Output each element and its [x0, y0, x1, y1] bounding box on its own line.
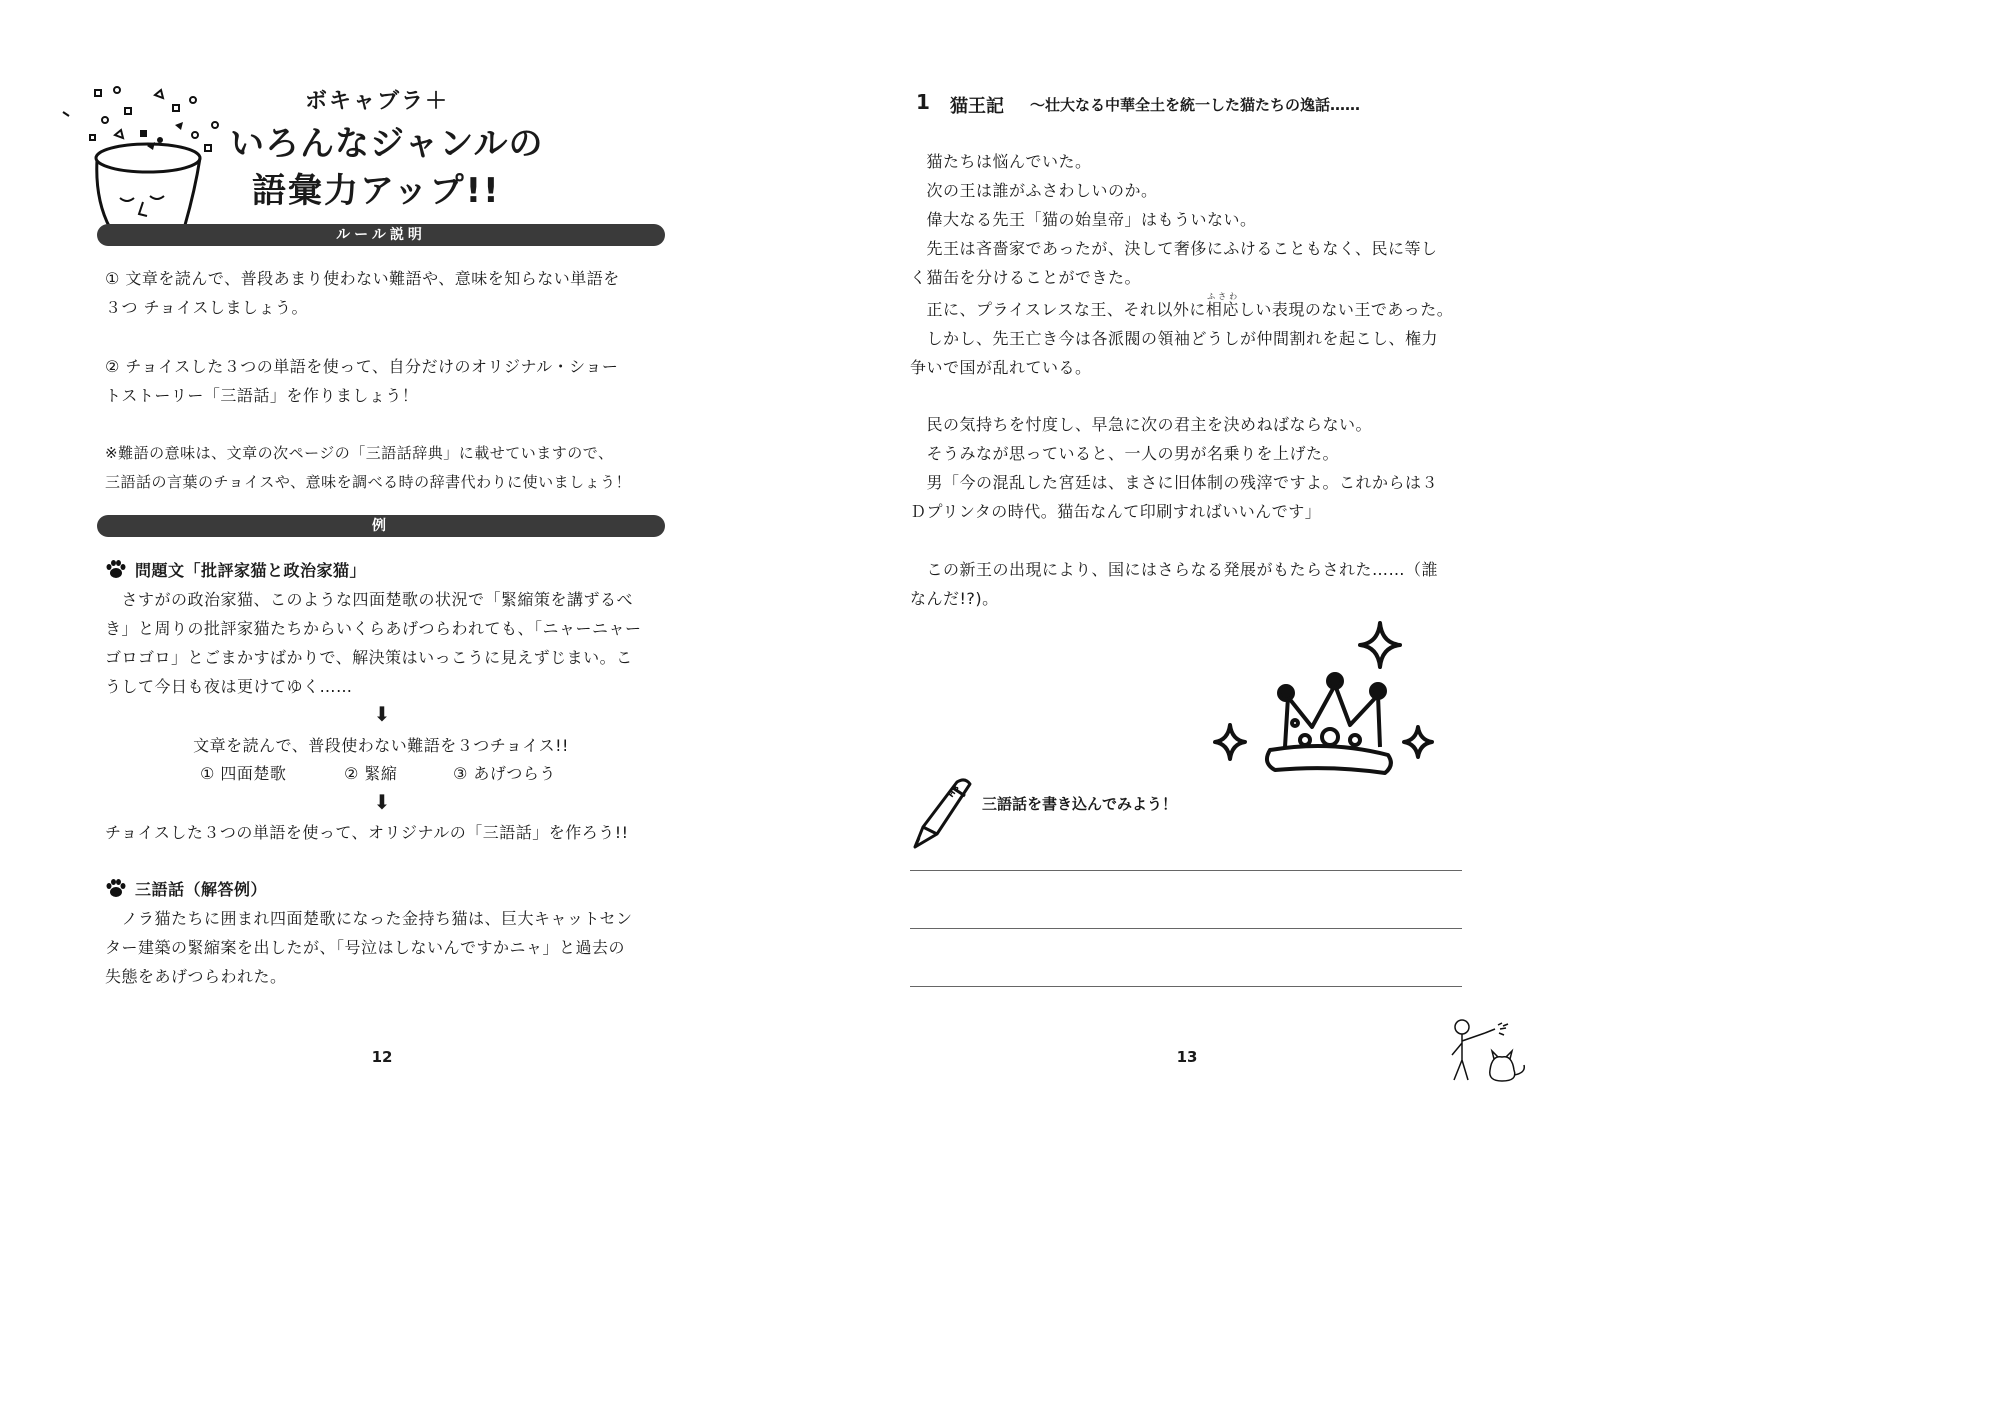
- answer-heading: 三語話（解答例）: [135, 880, 268, 899]
- header-subtitle: ボキャブラ＋: [305, 89, 450, 114]
- rule1: [105, 264, 675, 322]
- story-line: そうみなが思っていると、一人の男が名乗りを上げた。: [910, 444, 1340, 463]
- choice-1: ① 四面楚歌: [200, 764, 287, 783]
- problem-heading: 問題文「批評家猫と政治家猫」: [135, 561, 367, 580]
- note: [105, 439, 675, 497]
- story-line: 猫たちは悩んでいた。: [910, 152, 1092, 171]
- ruby-word: [1205, 292, 1239, 319]
- rule1-line1: ① 文章を読んで、普段あまり使わない難語や、意味を知らない単語を: [105, 269, 620, 288]
- ruby-base: 相応: [1205, 300, 1239, 319]
- story-line: Ｄプリンタの時代。猫缶なんて印刷すればいいんです」: [910, 502, 1322, 521]
- story-line: 民の気持ちを忖度し、早急に次の君主を決めねばならない。: [910, 415, 1373, 434]
- page-number-right: 13: [1176, 1048, 1198, 1066]
- write-prompt: 三語話を書き込んでみよう！: [982, 795, 1178, 813]
- problem-line: ゴロゴロ」とごまかすばかりで、解決策はいっこうに見えずじまい。こ: [105, 648, 633, 667]
- chapter-title: 猫王記: [950, 96, 1004, 117]
- answer-line: ター建築の緊縮案を出したが、「号泣はしないんですかニャ」と過去の: [105, 938, 626, 957]
- answer-heading-row: [105, 875, 267, 904]
- problem-line: うして今日も夜は更けてゆく……: [105, 677, 353, 696]
- left-page: [0, 0, 782, 1109]
- choice-2: ② 緊縮: [344, 764, 398, 783]
- story-line: 争いで国が乱れている。: [910, 358, 1092, 377]
- writing-line[interactable]: [910, 870, 1462, 871]
- rules-bar: ルール説明: [97, 224, 665, 246]
- note-line1: ※難語の意味は、文章の次ページの「三語話辞典」に載せていますので、: [105, 444, 614, 462]
- ruby-text: ふさわ: [1205, 292, 1239, 301]
- down-arrow-icon: ⬇: [373, 702, 391, 726]
- answer-line: ノラ猫たちに囲まれ四面楚歌になった金持ち猫は、巨大キャットセン: [105, 909, 633, 928]
- story-line: 先王は吝嗇家であったが、決して奢侈にふけることもなく、民に等し: [910, 239, 1438, 258]
- problem-line: き」と周りの批評家猫たちからいくらあげつらわれても、「ニャーニャー: [105, 619, 642, 638]
- pencil-icon: [905, 772, 975, 852]
- story-line: く猫缶を分けることができた。: [910, 268, 1142, 287]
- rule2: [105, 352, 675, 410]
- step1-text: 文章を読んで、普段使わない難語を３つチョイス!!: [193, 736, 569, 755]
- down-arrow-icon: ⬇: [373, 790, 391, 814]
- chapter-number: 1: [916, 90, 930, 114]
- story-block-3: [910, 555, 1470, 613]
- ruby-line-post: しい表現のない王であった。: [1238, 300, 1454, 319]
- writing-line[interactable]: [910, 928, 1462, 929]
- page-number-left: 12: [371, 1048, 393, 1066]
- story-block-2: [910, 410, 1470, 526]
- story-block-1: [910, 147, 1470, 382]
- paw-icon: [105, 878, 127, 898]
- header-title-line1: いろんなジャンルの: [230, 124, 544, 164]
- problem-heading-row: [105, 556, 366, 585]
- pencil-label: HB: [946, 783, 961, 800]
- rule1-line2: ３つ チョイスしましょう。: [105, 298, 308, 317]
- rule2-line2: トストーリー「三語話」を作りましょう！: [105, 386, 419, 405]
- crown-illustration: [1200, 615, 1450, 785]
- cup-illustration: [55, 80, 225, 240]
- man-and-cat-illustration: [1440, 1015, 1530, 1085]
- choice-3: ③ あげつらう: [453, 764, 556, 783]
- answer-line: 失態をあげつらわれた。: [105, 967, 287, 986]
- step2-text: チョイスした３つの単語を使って、オリジナルの「三語話」を作ろう!!: [105, 823, 629, 842]
- header-title-line2: 語彙力アップ!!: [252, 171, 501, 211]
- note-line2: 三語話の言葉のチョイスや、意味を調べる時の辞書代わりに使いましょう！: [105, 473, 632, 491]
- writing-line[interactable]: [910, 986, 1462, 987]
- story-line-ruby: [910, 292, 1470, 324]
- answer-text: [105, 904, 675, 991]
- story-line: 偉大なる先王「猫の始皇帝」はもういない。: [910, 210, 1257, 229]
- story-line: この新王の出現により、国にはさらなる発展がもたらされた……（誰: [910, 560, 1439, 579]
- story-line: 次の王は誰がふさわしいのか。: [910, 181, 1158, 200]
- problem-text: [105, 585, 675, 701]
- chapter-subtitle: 〜壮大なる中華全土を統一した猫たちの逸話……: [1030, 96, 1361, 114]
- ruby-line-pre: 正に、プライスレスな王、それ以外に: [910, 300, 1206, 319]
- story-line: 男「今の混乱した宮廷は、まさに旧体制の残滓ですよ。これからは３: [910, 473, 1439, 492]
- paw-icon: [105, 559, 127, 579]
- story-line: なんだ!?)。: [910, 589, 999, 608]
- rule2-line1: ② チョイスした３つの単語を使って、自分だけのオリジナル・ショー: [105, 357, 619, 376]
- problem-line: さすがの政治家猫、このような四面楚歌の状況で「緊縮策を講ずるべ: [105, 590, 634, 609]
- example-bar: 例: [97, 515, 665, 537]
- story-line: しかし、先王亡き今は各派閥の領袖どうしが仲間割れを起こし、権力: [910, 329, 1439, 348]
